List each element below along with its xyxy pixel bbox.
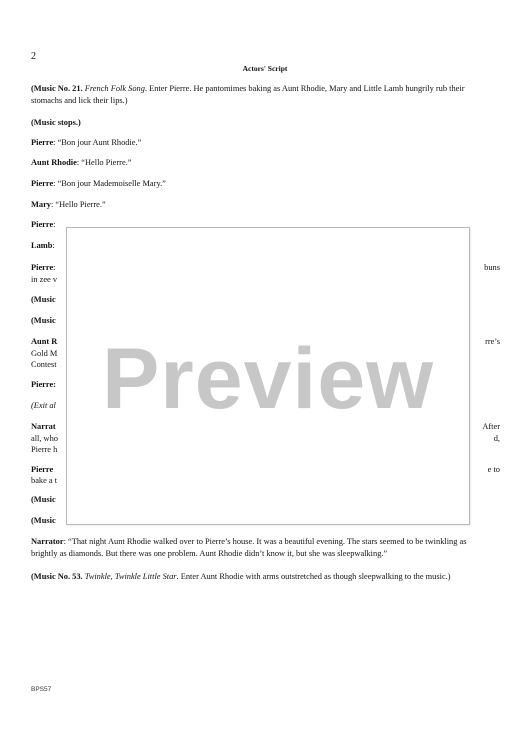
page-number: 2 [31,51,36,62]
text-run: (Exit al [31,401,56,410]
preview-watermark: Preview [101,331,435,427]
text-run: . Enter Aunt Rhodie with arms outstretched as though sleepwalking to the music.) [176,572,451,581]
text-run: : [53,220,56,229]
script-paragraph [31,157,491,169]
script-paragraph [31,117,491,129]
text-run: Pierre [31,138,54,147]
text-run: French Folk Song [84,84,145,93]
text-run: in zee v [31,275,58,284]
script-paragraph [31,137,491,149]
text-run: Lamb [31,241,53,250]
text-fragment: e to [487,465,500,474]
footer-code: BPS57 [31,686,52,693]
text-run: Contest [31,360,57,369]
text-run: all, who [31,434,58,443]
text-run: bake a t [31,476,58,485]
text-run: Pierre h [31,445,58,454]
text-run: Pierre [31,263,54,272]
text-run: Pierre: [31,380,56,389]
text-run: : “Hello Pierre.” [76,158,132,167]
text-run: Pierre [31,465,54,474]
text-run: : “Bon jour Aunt Rhodie.” [53,138,142,147]
text-run: Narrator [31,537,64,546]
text-fragment: rre’s [485,337,500,346]
text-run: . Enter Pierre. He pantomimes baking as Aunt Rhodie, Mary and Little Lamb hungrily rub their stomachs and lick their lips.) [31,84,465,105]
text-run: Aunt R [31,337,58,346]
script-paragraph [31,536,491,559]
text-run: (Music [31,295,56,304]
text-run: Pierre [31,179,54,188]
text-run: : “That night Aunt Rhodie walked over to Pierre’s house. It was a beautiful evening. The stars seemed to be twinkling as brightly as diamonds. But there was one problem. Aunt Rhodie didn’t know it, but she was sleepwalking.” [31,537,467,558]
text-run: Gold M [31,349,58,358]
text-run: : “Hello Pierre.” [51,200,106,209]
running-header: Actors' Script [242,64,288,73]
text-fragment: d, [493,434,500,443]
text-run: (Music [31,516,56,525]
text-run: : [53,263,56,272]
text-run: (Music No. 53. [31,572,85,581]
text-run: Mary [31,200,51,209]
script-paragraph [31,83,491,106]
text-fragment: buns [484,263,500,272]
text-run: : [52,241,55,250]
text-fragment: After [482,422,500,431]
text-run: Twinkle, Twinkle Little Star [84,572,177,581]
preview-overlay [66,227,470,525]
script-paragraph [31,199,491,211]
text-run: Pierre [31,220,54,229]
script-paragraph [31,178,491,190]
script-paragraph [31,571,491,583]
text-run: : “Bon jour Mademoiselle Mary.” [53,179,166,188]
text-run: (Music stops.) [31,118,81,127]
text-run: (Music [31,316,56,325]
text-run: Aunt Rhodie [31,158,77,167]
text-run: Narrat [31,422,56,431]
text-run: (Music [31,495,56,504]
text-run: (Music No. 21. [31,84,85,93]
